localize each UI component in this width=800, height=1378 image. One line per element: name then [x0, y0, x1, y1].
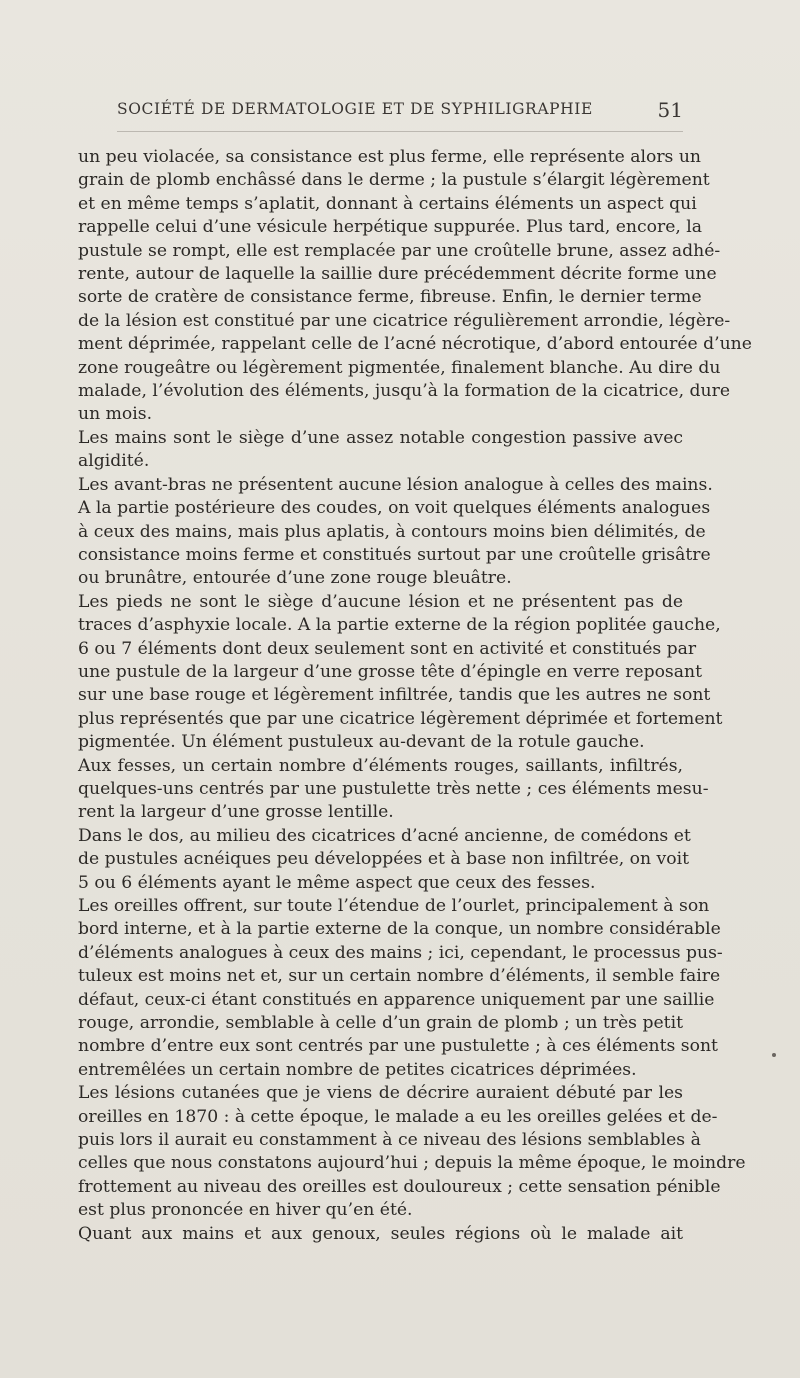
- text-line: puis lors il aurait eu constamment à ce niveau des lésions semblables à: [78, 1130, 701, 1151]
- paragraph: [78, 474, 713, 497]
- paragraph: [78, 1223, 683, 1246]
- text-line: frottement au niveau des oreilles est douloureux ; cette sensation pénible: [78, 1176, 721, 1197]
- text-line: rente, autour de laquelle la saillie dure précédemment décrite forme une: [78, 264, 717, 285]
- text-line: rouge, arrondie, semblable à celle d’un grain de plomb ; un très petit: [78, 1013, 683, 1034]
- text-line: algidité.: [78, 451, 150, 472]
- text-line: 5 ou 6 éléments ayant le même aspect que ceux des fesses.: [78, 872, 596, 893]
- paragraph: [78, 755, 709, 825]
- text-line: plus représentés que par une cicatrice légèrement déprimée et fortement: [78, 708, 723, 729]
- text-line: Les mains sont le siège d’une assez notable congestion passive avec: [78, 427, 683, 448]
- paragraph: [78, 497, 711, 591]
- text-line: Les lésions cutanées que je viens de décrire auraient débuté par les: [78, 1083, 683, 1104]
- text-line: nombre d’entre eux sont centrés par une pustulette ; à ces éléments sont: [78, 1036, 718, 1057]
- paragraph: [78, 825, 691, 895]
- running-title: SOCIÉTÉ DE DERMATOLOGIE ET DE SYPHILIGRAPHIE: [117, 100, 593, 118]
- text-line: Quant aux mains et aux genoux, seules régions où le malade ait: [78, 1223, 683, 1244]
- paragraph: [78, 591, 723, 755]
- paragraph: [78, 146, 752, 427]
- text-line: zone rougeâtre ou légèrement pigmentée, finalement blanche. Au dire du: [78, 357, 721, 378]
- body-text: [78, 146, 752, 1246]
- text-line: ment déprimée, rappelant celle de l’acné nécrotique, d’abord entourée d’une: [78, 334, 752, 355]
- text-line: Les oreilles offrent, sur toute l’étendue de l’ourlet, principalement à son: [78, 896, 710, 916]
- paragraph: [78, 895, 723, 1082]
- text-line: Les pieds ne sont le siège d’aucune lésion et ne présentent pas de: [78, 591, 683, 612]
- text-line: traces d’asphyxie locale. A la partie externe de la région poplitée gauche,: [78, 615, 721, 636]
- text-line: quelques-uns centrés par une pustulette très nette ; ces éléments mesu-: [78, 778, 709, 799]
- text-line: oreilles en 1870 : à cette époque, le malade a eu les oreilles gelées et de-: [78, 1106, 718, 1127]
- text-line: une pustule de la largeur d’une grosse tête d’épingle en verre reposant: [78, 661, 702, 682]
- text-line: A la partie postérieure des coudes, on voit quelques éléments analogues: [78, 498, 711, 519]
- text-line: de pustules acnéiques peu développées et à base non infiltrée, on voit: [78, 849, 690, 870]
- paragraph: [78, 1082, 746, 1222]
- text-line: un peu violacée, sa consistance est plus ferme, elle représente alors un: [78, 147, 701, 167]
- running-head: [117, 98, 683, 126]
- page-number: 51: [657, 98, 683, 122]
- margin-speck: [772, 1053, 776, 1057]
- text-line: de la lésion est constitué par une cicatrice régulièrement arrondie, légère-: [78, 310, 731, 331]
- text-line: tuleux est moins net et, sur un certain nombre d’éléments, il semble faire: [78, 966, 721, 987]
- text-line: sur une base rouge et légèrement infiltrée, tandis que les autres ne sont: [78, 685, 711, 706]
- text-line: défaut, ceux-ci étant constitués en apparence uniquement par une saillie: [78, 989, 715, 1010]
- text-line: et en même temps s’aplatit, donnant à certains éléments un aspect qui: [78, 193, 697, 214]
- header-rule: [117, 131, 683, 132]
- text-line: pustule se rompt, elle est remplacée par une croûtelle brune, assez adhé-: [78, 240, 721, 261]
- text-line: ou brunâtre, entourée d’une zone rouge bleuâtre.: [78, 568, 512, 589]
- text-line: Les avant-bras ne présentent aucune lésion analogue à celles des mains.: [78, 474, 713, 495]
- text-line: bord interne, et à la partie externe de la conque, un nombre considérable: [78, 919, 721, 940]
- text-line: celles que nous constatons aujourd’hui ; depuis la même époque, le moindre: [78, 1153, 746, 1174]
- text-line: Dans le dos, au milieu des cicatrices d’acné ancienne, de comédons et: [78, 825, 691, 846]
- text-line: d’éléments analogues à ceux des mains ; ici, cependant, le processus pus-: [78, 942, 723, 963]
- text-line: malade, l’évolution des éléments, jusqu’à la formation de la cicatrice, dure: [78, 381, 730, 402]
- text-line: pigmentée. Un élément pustuleux au-devant de la rotule gauche.: [78, 732, 645, 753]
- text-line: est plus prononcée en hiver qu’en été.: [78, 1200, 413, 1221]
- text-line: grain de plomb enchâssé dans le derme ; la pustule s’élargit légèrement: [78, 170, 710, 191]
- text-line: entremêlées un certain nombre de petites cicatrices déprimées.: [78, 1059, 637, 1080]
- text-line: un mois.: [78, 404, 153, 425]
- text-line: sorte de cratère de consistance ferme, fibreuse. Enfin, le dernier terme: [78, 287, 702, 308]
- text-line: Aux fesses, un certain nombre d’éléments rouges, saillants, infiltrés,: [78, 755, 683, 776]
- text-line: 6 ou 7 éléments dont deux seulement sont en activité et constitués par: [78, 638, 697, 659]
- text-line: consistance moins ferme et constitués surtout par une croûtelle grisâtre: [78, 544, 711, 565]
- paragraph: [78, 427, 683, 474]
- text-line: rent la largeur d’une grosse lentille.: [78, 802, 394, 823]
- text-line: à ceux des mains, mais plus aplatis, à contours moins bien délimités, de: [78, 521, 706, 542]
- text-line: rappelle celui d’une vésicule herpétique suppurée. Plus tard, encore, la: [78, 217, 703, 238]
